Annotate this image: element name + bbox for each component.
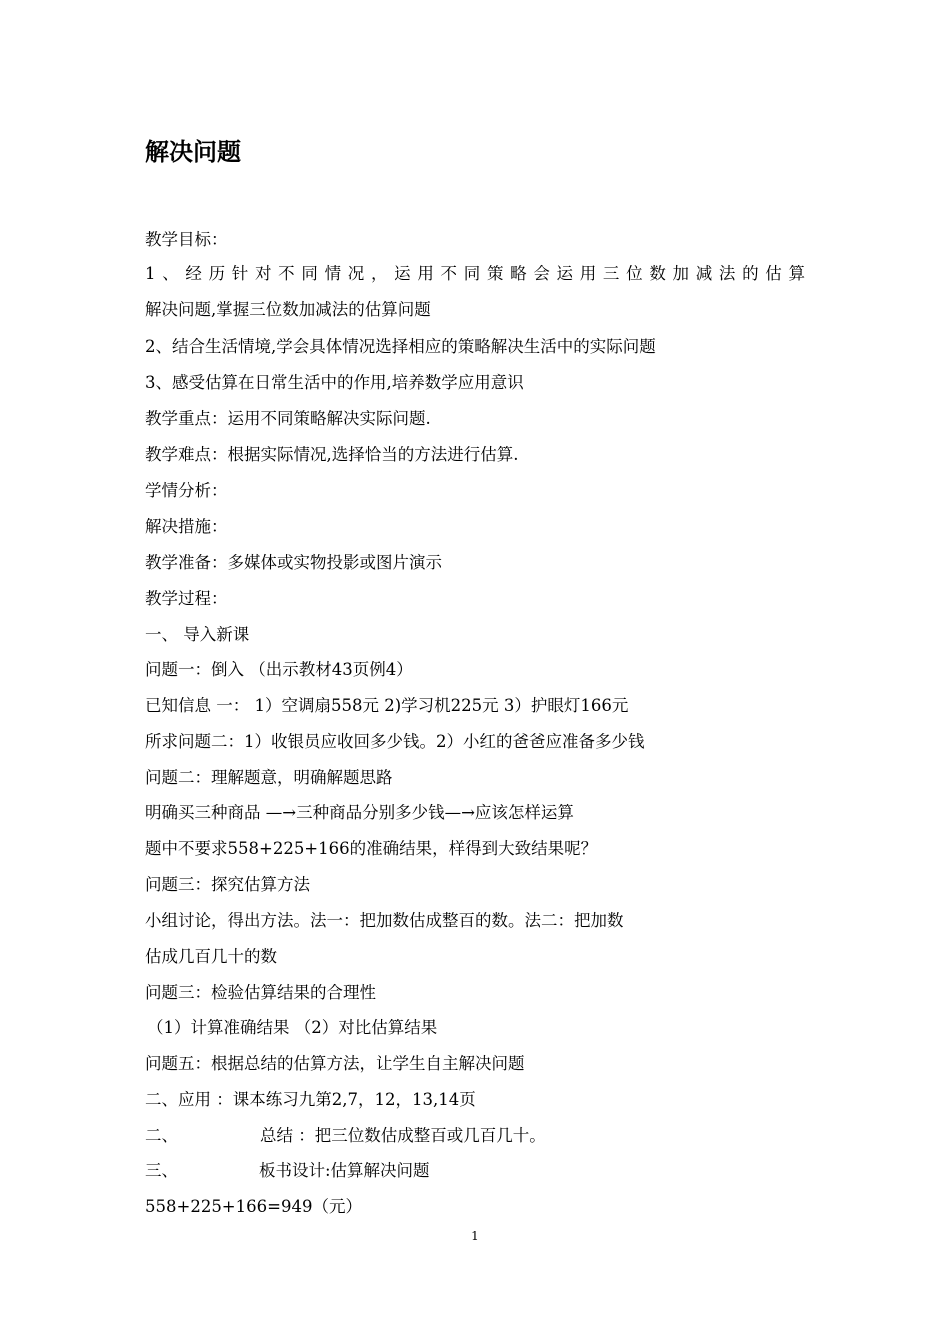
text-line: 问题二：理解题意，明确解题思路 [145,768,393,787]
text-line: 教学准备：多媒体或实物投影或图片演示 [145,553,442,572]
text-line: 教学难点：根据实际情况,选择恰当的方法进行估算. [145,445,519,464]
text-line [145,1124,546,1148]
page-number: 1 [471,1229,479,1243]
text-line: （1）计算准确结果 （2）对比估算结果 [147,1018,438,1037]
text-line: 所求问题二：1）收银员应收回多少钱。2）小红的爸爸应准备多少钱 [145,732,645,751]
text-line: 问题五：根据总结的估算方法，让学生自主解决问题 [145,1054,525,1073]
section-text: 总结 ：把三位数估成整百或几百几十。 [260,1126,546,1145]
text-line: 解决措施： [145,517,228,536]
text-line: 问题三：探究估算方法 [145,875,310,894]
section-text: 板书设计:估算解决问题 [259,1161,430,1180]
text-line: 一、 导入新课 [145,625,250,644]
text-line: 教学重点：运用不同策略解决实际问题. [145,409,431,428]
text-line: 教学过程： [145,589,228,608]
text-line: 问题三：检验估算结果的合理性 [145,983,376,1002]
text-line: 2、结合生活情境,学会具体情况选择相应的策略解决生活中的实际问题 [145,337,656,356]
text-line: 558+225+166=949（元） [145,1197,362,1216]
text-line: 教学目标： [145,230,228,249]
text-line: 问题一：倒入 （出示教材43页例4） [145,660,413,679]
text-line: 二、应用 ：课本练习九第2,7，12，13,14页 [145,1090,476,1109]
section-number: 二、 [145,1126,178,1145]
text-line: 3、感受估算在日常生活中的作用,培养数学应用意识 [145,373,524,392]
text-line: 估成几百几十的数 [145,947,277,966]
text-line: 明确买三种商品 —→三种商品分别多少钱—→应该怎样运算 [145,803,574,822]
document-title: 解决问题 [145,138,241,166]
text-line: 题中不要求558+225+166的准确结果，样得到大致结果呢？ [145,839,598,858]
text-line: 解决问题,掌握三位数加减法的估算问题 [145,300,431,319]
text-line [145,1159,430,1183]
text-line: 1、经历针对不同情况，运用不同策略会运用三位数加减法的估算 [145,264,805,283]
text-line: 学情分析： [145,481,228,500]
text-line: 小组讨论，得出方法。法一：把加数估成整百的数。法二：把加数 [145,911,624,930]
section-number: 三、 [145,1161,178,1180]
text-line: 已知信息 一： 1）空调扇558元 2)学习机225元 3）护眼灯166元 [145,696,629,715]
